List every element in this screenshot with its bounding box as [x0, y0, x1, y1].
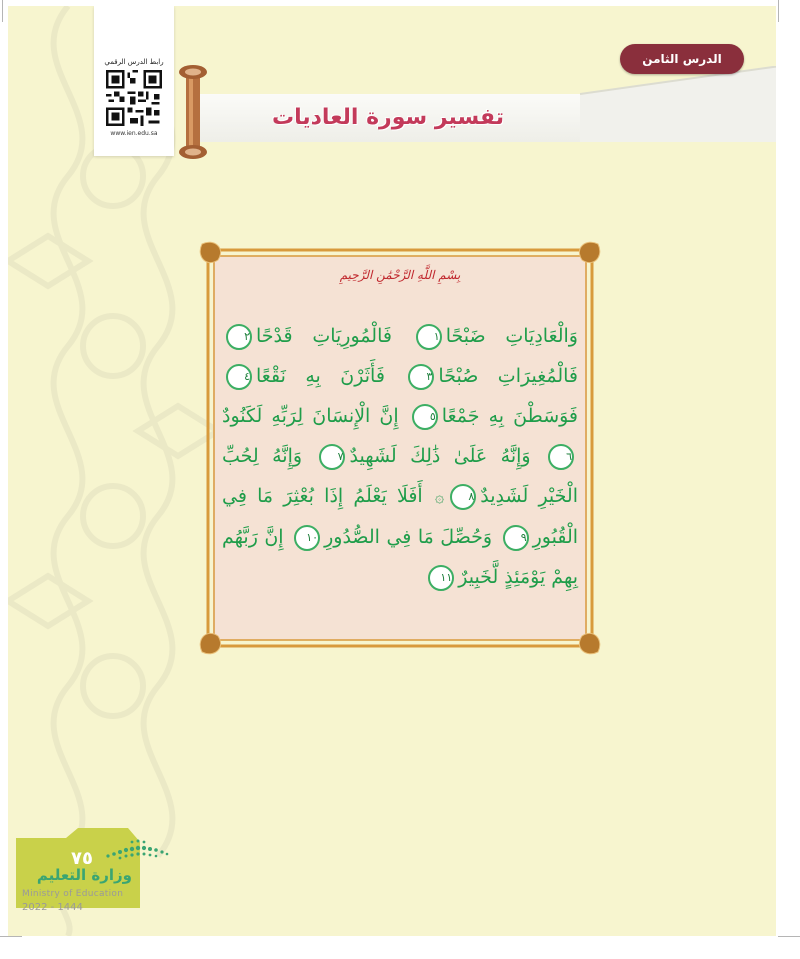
qr-url[interactable]: www.ien.edu.sa	[110, 130, 158, 137]
qr-card[interactable]	[94, 6, 174, 156]
basmala: بِسْمِ اللَّهِ الرَّحْمَٰنِ الرَّحِيمِ	[339, 268, 461, 282]
crop-mark	[0, 936, 22, 937]
verse-text: فَالْمُغِيرَاتِ صُبْحًا	[438, 365, 579, 387]
verse-number-marker: ٤	[226, 364, 252, 390]
verse-text: فَوَسَطْنَ بِهِ جَمْعًا	[441, 405, 579, 427]
verse-text: وَإِنَّهُ لِحُبِّ الْخَيْرِ لَشَدِيدٌ	[222, 445, 578, 507]
verse-number-marker: ١١	[428, 565, 454, 591]
ministry-logo-icon	[104, 834, 170, 864]
lesson-badge: الدرس الثامن	[620, 44, 744, 74]
ministry-name-arabic: وزارة التعليم	[36, 866, 132, 884]
verse-text: إِنَّ رَبَّهُم بِهِمْ يَوْمَئِذٍ لَّخَبِيرٌ	[222, 526, 578, 588]
scroll-rod-icon	[174, 64, 212, 160]
verse-number-marker: ٨	[450, 484, 476, 510]
verse-number-marker: ١٠	[294, 525, 320, 551]
textbook-page	[8, 6, 776, 936]
title-ribbon-decoration	[580, 66, 776, 142]
surah-text	[222, 316, 578, 597]
crop-mark	[2, 0, 3, 22]
crop-mark	[778, 936, 800, 937]
verse-number-marker: ٢	[226, 324, 252, 350]
verse-number-marker: ٣	[408, 364, 434, 390]
verse-number-marker: ١	[416, 324, 442, 350]
verse-number-marker: ٧	[319, 444, 345, 470]
verse-text: فَأَثَرْنَ بِهِ نَقْعًا	[256, 365, 385, 387]
verse-text: إِنَّ الْإِنسَانَ لِرَبِّهِ لَكَنُودٌ	[222, 405, 399, 427]
verse-number-marker: ٦	[548, 444, 574, 470]
verse-text: وَإِنَّهُ عَلَىٰ ذَٰلِكَ لَشَهِيدٌ	[349, 445, 531, 467]
qr-label: رابط الدرس الرقمي	[104, 58, 164, 66]
lesson-title: تفسير سورة العاديات	[272, 105, 504, 130]
verse-text: فَالْمُورِيَاتِ قَدْحًا	[256, 325, 392, 347]
edition-year: 2022 - 1444	[22, 902, 83, 913]
crop-mark	[778, 0, 779, 22]
ministry-name-english: Ministry of Education	[22, 889, 124, 899]
page-number: ٧٥	[71, 848, 93, 869]
verse-text: أَفَلَا يَعْلَمُ إِذَا بُعْثِرَ مَا فِي الْقُبُورِ	[222, 485, 579, 548]
verse-text: وَحُصِّلَ مَا فِي الصُّدُورِ	[324, 526, 493, 548]
verse-text: وَالْعَادِيَاتِ ضَبْحًا	[445, 325, 578, 347]
qr-code-icon[interactable]	[106, 70, 162, 126]
verse-number-marker: ٩	[503, 525, 529, 551]
verse-number-marker: ٥	[412, 404, 438, 430]
hizb-mark-icon: ۞	[434, 487, 445, 506]
